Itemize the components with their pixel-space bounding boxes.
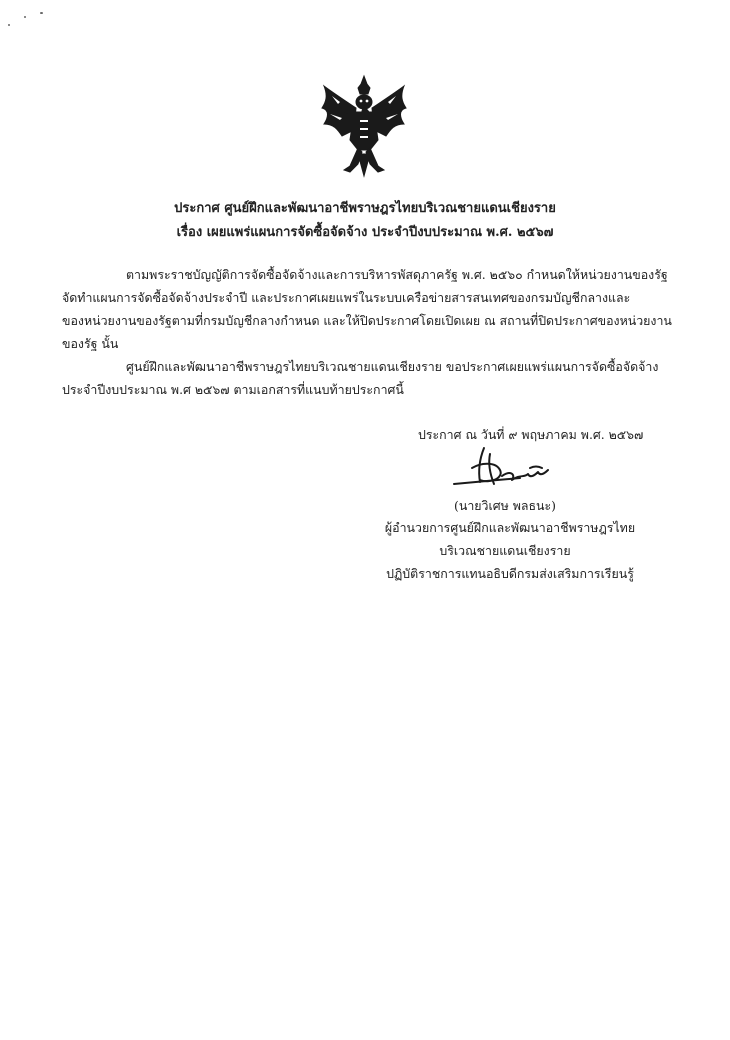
paragraph-1-line-1: ตามพระราชบัญญัติการจัดซื้อจัดจ้างและการบริหารพัสดุภาครัฐ พ.ศ. ๒๕๖๐ กำหนดให้หน่วยงานของรัฐ: [126, 267, 668, 282]
signatory-position-line-2: บริเวณชายแดนเชียงราย: [439, 543, 571, 558]
signatory-position-line-1: ผู้อำนวยการศูนย์ฝึกและพัฒนาอาชีพราษฎรไทย: [384, 520, 636, 535]
signatory-position-line-3: ปฏิบัติราชการแทนอธิบดีกรมส่งเสริมการเรียนรู้: [386, 566, 634, 581]
paragraph-2-line-2: ประจำปีงบประมาณ พ.ศ ๒๕๖๗ ตามเอกสารที่แนบท้ายประกาศนี้: [62, 382, 404, 397]
scan-speck: [8, 24, 10, 26]
scan-speck: [40, 12, 43, 14]
handwritten-signature-icon: [450, 444, 560, 496]
signatory-name: (นายวิเศษ พลธนะ): [454, 498, 556, 513]
announcement-subject: เรื่อง เผยแพร่แผนการจัดซื้อจัดจ้าง ประจำปีงบประมาณ พ.ศ. ๒๕๖๗: [176, 225, 554, 240]
announcement-date: ประกาศ ณ วันที่ ๙ พฤษภาคม พ.ศ. ๒๕๖๗: [418, 427, 644, 442]
paragraph-1-line-4: ของรัฐ นั้น: [62, 336, 119, 351]
paragraph-2-line-1: ศูนย์ฝึกและพัฒนาอาชีพราษฎรไทยบริเวณชายแดนเชียงราย ขอประกาศเผยแพร่แผนการจัดซื้อจัดจ้าง: [126, 359, 659, 374]
announcement-title: ประกาศ ศูนย์ฝึกและพัฒนาอาชีพราษฎรไทยบริเวณชายแดนเชียงราย: [174, 201, 556, 216]
paragraph-1-line-3: ของหน่วยงานของรัฐตามที่กรมบัญชีกลางกำหนด และให้ปิดประกาศโดยเปิดเผย ณ สถานที่ปิดประกาศของหน่วยงาน: [62, 313, 672, 328]
scan-speck: [24, 16, 26, 18]
paragraph-1-line-2: จัดทำแผนการจัดซื้อจัดจ้างประจำปี และประกาศเผยแพร่ในระบบเครือข่ายสารสนเทศของกรมบัญชีกลางและ: [62, 290, 631, 305]
garuda-emblem-icon: [318, 74, 410, 178]
